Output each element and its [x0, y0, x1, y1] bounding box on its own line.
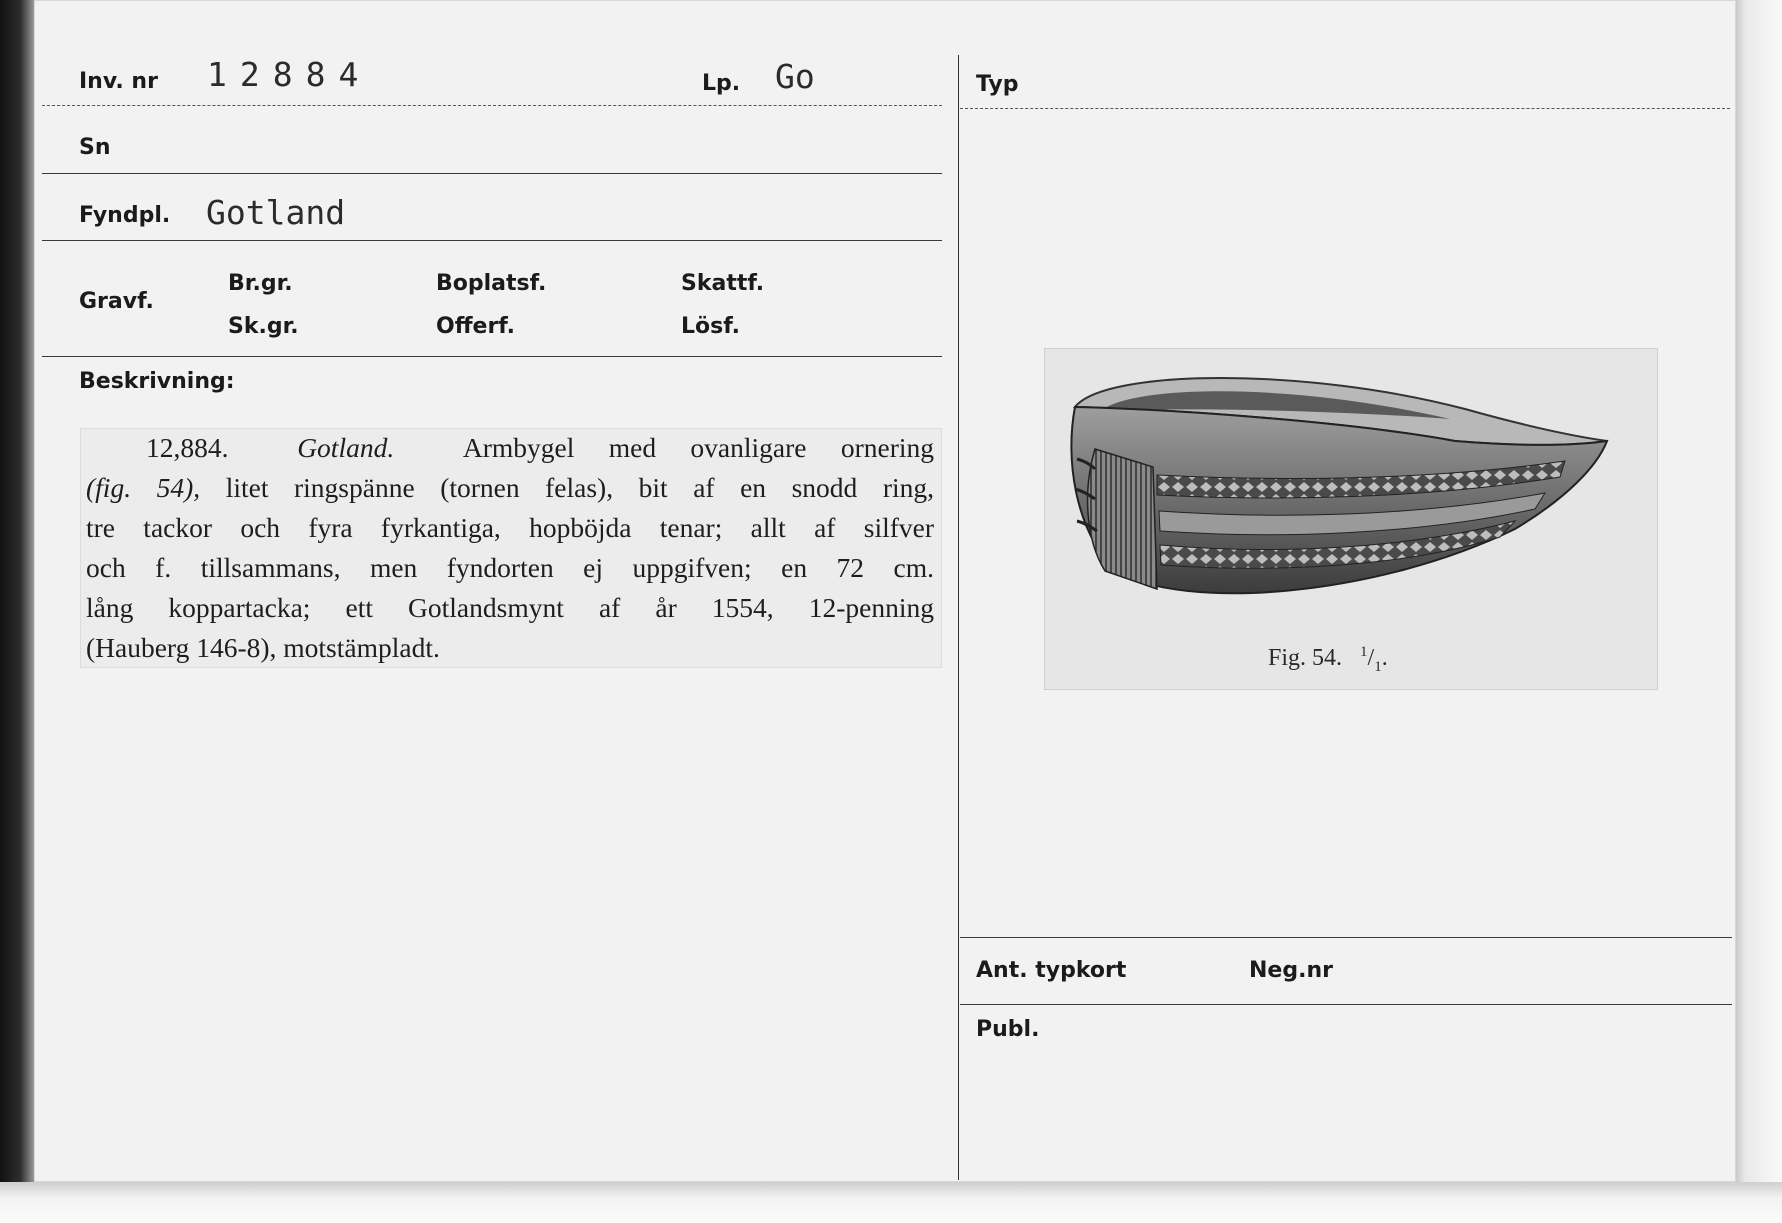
- gravf-label: Gravf.: [79, 289, 154, 314]
- rule-sn: [42, 173, 942, 174]
- offerf-label: Offerf.: [436, 314, 516, 339]
- rule-gravf: [42, 356, 942, 357]
- column-divider: [958, 55, 959, 1180]
- publ-label: Publ.: [976, 1017, 1040, 1042]
- lp-value: Go: [775, 57, 815, 96]
- br-gr-label: Br.gr.: [228, 271, 293, 296]
- ant-typkort-label: Ant. typkort: [976, 958, 1127, 983]
- description-line-3: tre tackor och fyra fyrkantiga, hopböjda tenar; allt af silfver: [86, 512, 934, 543]
- rule-publ-top: [960, 1004, 1732, 1005]
- description-line-2: (fig. 54), litet ringspänne (tornen felas), bit af en snodd ring,: [86, 472, 934, 503]
- sn-label: Sn: [79, 135, 111, 160]
- scan-right-margin: [1736, 0, 1782, 1223]
- rule-ant-typkort-top: [960, 937, 1732, 938]
- figure-clipping: [1044, 348, 1658, 690]
- description-line-6: (Hauberg 146-8), motstämpladt.: [86, 632, 440, 663]
- description-line-1: 12,884. Gotland. Armbygel med ovanligare ornering: [146, 432, 934, 463]
- rule-typ: [960, 108, 1730, 109]
- neg-nr-label: Neg.nr: [1249, 958, 1333, 983]
- scan-left-edge: [0, 0, 34, 1182]
- beskrivning-label: Beskrivning:: [79, 369, 235, 394]
- skattf-label: Skattf.: [681, 271, 765, 296]
- rule-inv: [42, 105, 942, 106]
- typ-label: Typ: [976, 72, 1019, 97]
- losf-label: Lösf.: [681, 314, 740, 339]
- figure-caption: Fig. 54. $^1/_1$.: [1268, 644, 1388, 675]
- scan-bottom-margin: [0, 1182, 1782, 1223]
- bracelet-illustration: [1045, 349, 1657, 689]
- description-line-4: och f. tillsammans, men fyndorten ej uppgifven; en 72 cm.: [86, 552, 934, 583]
- rule-fyndpl: [42, 240, 942, 241]
- boplatsf-label: Boplatsf.: [436, 271, 547, 296]
- inv-nr-value: 12884: [207, 55, 372, 94]
- lp-label: Lp.: [702, 71, 741, 96]
- description-text: [86, 428, 934, 668]
- description-line-5: lång koppartacka; ett Gotlandsmynt af år 1554, 12-penning: [86, 592, 934, 623]
- fyndpl-value: Gotland: [206, 193, 346, 232]
- sk-gr-label: Sk.gr.: [228, 314, 299, 339]
- fyndpl-label: Fyndpl.: [79, 203, 171, 228]
- inv-nr-label: Inv. nr: [79, 69, 158, 94]
